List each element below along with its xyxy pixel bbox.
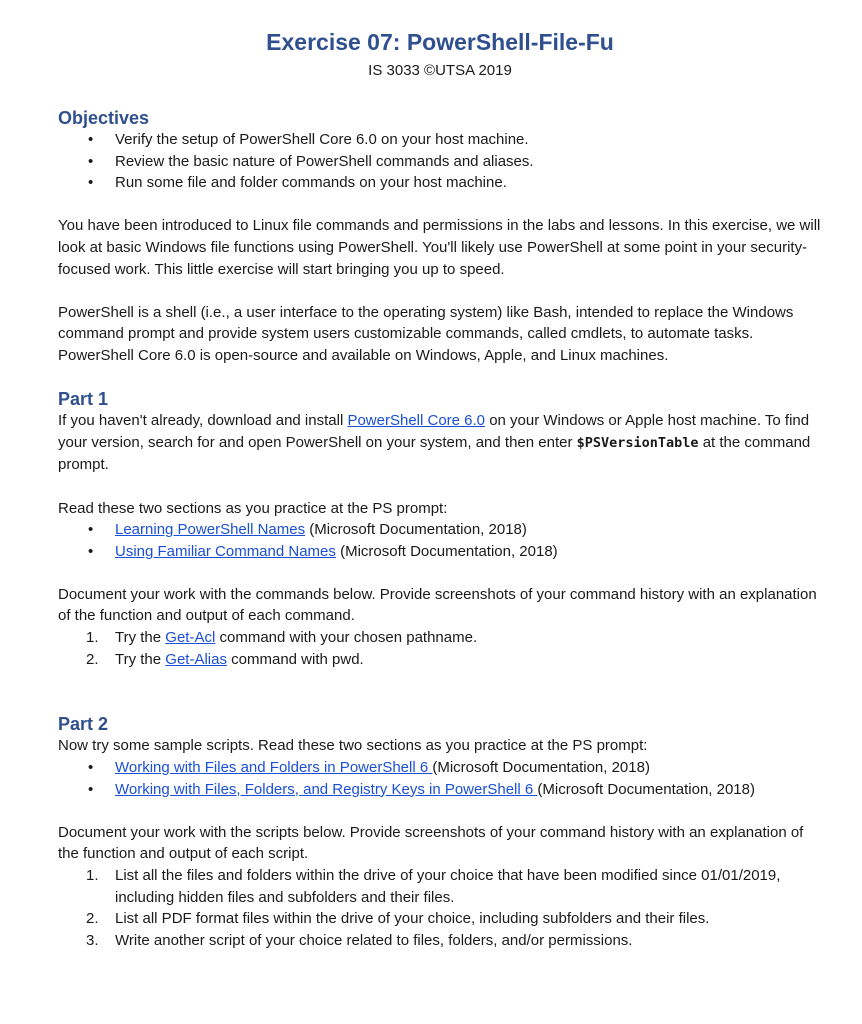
- powershell-core-link[interactable]: PowerShell Core 6.0: [347, 412, 486, 430]
- get-acl-link[interactable]: Get-Acl: [165, 629, 216, 647]
- code-psversiontable: $PSVersionTable: [576, 434, 699, 451]
- document-title: Exercise 07: PowerShell-File-Fu: [266, 29, 614, 55]
- list-item: • Review the basic nature of PowerShell commands and aliases.: [58, 151, 822, 173]
- list-item: • Working with Files and Folders in PowerShell 6 (Microsoft Documentation, 2018): [58, 757, 822, 779]
- using-familiar-command-names-link[interactable]: Using Familiar Command Names: [115, 542, 336, 560]
- part1-links-list: [58, 519, 822, 562]
- part1-read-intro: Read these two sections as you practice at the PS prompt:: [58, 499, 448, 517]
- document-subtitle: IS 3033 ©UTSA 2019: [368, 62, 512, 79]
- bullet-icon: •: [88, 780, 94, 798]
- list-item: 2. List all PDF format files within the drive of your choice, including subfolders and their files.: [86, 910, 710, 928]
- intro-paragraph-1: You have been introduced to Linux file commands and permissions in the labs and lessons. In this exercise, we will look at basic Windows file functions using PowerShell. You'll likely use PowerShell at some point in your security-focused work. This little exercise will start bringing you up to speed.: [58, 217, 821, 278]
- list-item: 1. List all the files and folders within the drive of your choice that have been modified since 01/01/2019, including hidden files and subfolders and their files.: [86, 867, 781, 906]
- list-item: • Using Familiar Command Names (Microsoft Documentation, 2018): [58, 541, 822, 563]
- bullet-icon: •: [88, 131, 94, 148]
- part2-doc-intro: Document your work with the scripts below. Provide screenshots of your command history with an explanation of the function and output of each script.: [58, 823, 804, 863]
- list-item: • Learning PowerShell Names (Microsoft Documentation, 2018): [58, 519, 822, 541]
- files-folders-link[interactable]: Working with Files and Folders in PowerShell 6: [115, 759, 433, 777]
- objectives-heading: Objectives: [58, 108, 150, 128]
- list-item: 2. Try the Get-Alias command with pwd.: [86, 650, 364, 668]
- objectives-list: [58, 129, 822, 194]
- part2-steps: [58, 865, 822, 951]
- bullet-icon: •: [88, 521, 94, 539]
- bullet-icon: •: [88, 152, 94, 170]
- get-alias-link[interactable]: Get-Alias: [165, 650, 227, 668]
- list-item: 3. Write another script of your choice related to files, folders, and/or permissions.: [86, 931, 633, 949]
- part1-heading: Part 1: [58, 389, 109, 410]
- list-item: 1. Try the Get-Acl command with your chosen pathname.: [86, 629, 478, 647]
- list-item: • Working with Files, Folders, and Registry Keys in PowerShell 6 (Microsoft Documentation, 2018): [58, 779, 822, 801]
- list-item: • Verify the setup of PowerShell Core 6.0 on your host machine.: [58, 129, 822, 151]
- bullet-icon: •: [88, 759, 94, 777]
- learning-powershell-names-link[interactable]: Learning PowerShell Names: [115, 521, 306, 539]
- list-item: • Run some file and folder commands on your host machine.: [58, 172, 822, 194]
- files-folders-registry-link[interactable]: Working with Files, Folders, and Registry Keys in PowerShell 6: [115, 780, 538, 798]
- bullet-icon: •: [88, 542, 94, 560]
- part2-links-list: [58, 757, 822, 800]
- part2-intro: Now try some sample scripts. Read these two sections as you practice at the PS prompt:: [58, 737, 648, 755]
- bullet-icon: •: [88, 174, 94, 192]
- part1-doc-intro: Document your work with the commands below. Provide screenshots of your command history with an explanation of the function and output of each command.: [58, 585, 817, 625]
- intro-paragraph-2: PowerShell is a shell (i.e., a user interface to the operating system) like Bash, intended to replace the Windows command prompt and provide system users customizable commands, called cmdlets, to automate tasks. PowerShell Core 6.0 is open-source and available on Windows, Apple, and Linux machines.: [58, 303, 794, 364]
- part1-install-paragraph: If you haven't already, download and install PowerShell Core 6.0 on your Windows or Apple host machine. To find your version, search for and open PowerShell on your system, and then enter $PSVersionTable at the command prompt.: [58, 412, 811, 474]
- part1-steps: [58, 627, 822, 670]
- part2-heading: Part 2: [58, 714, 109, 735]
